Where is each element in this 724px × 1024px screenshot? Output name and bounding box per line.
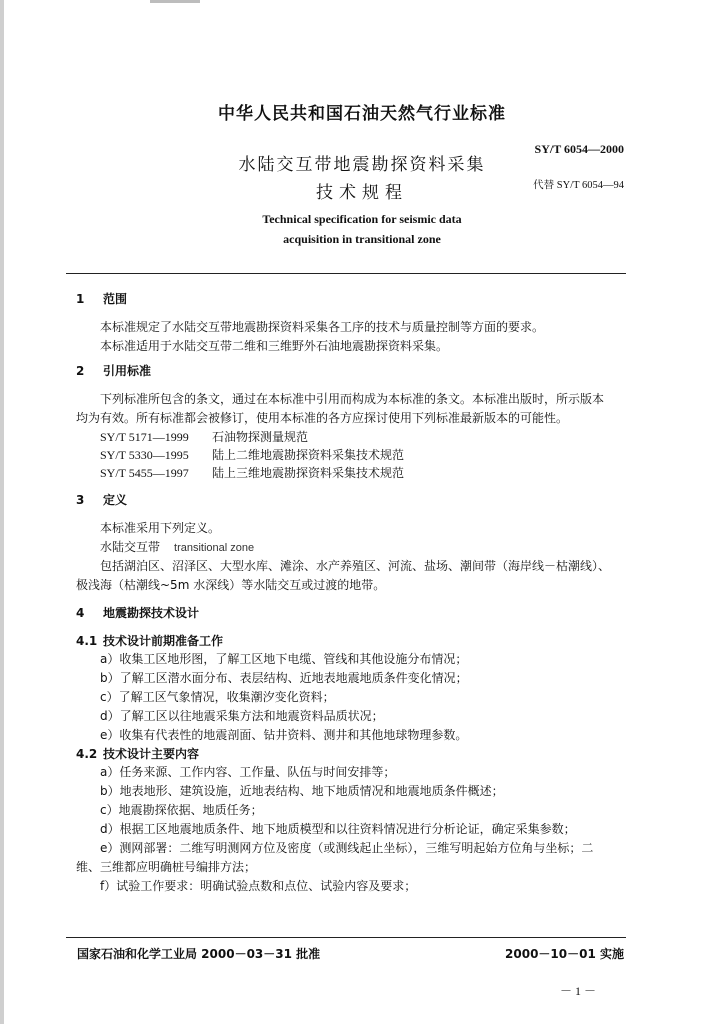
section-number: 1 <box>76 292 85 306</box>
replaces-code: 代替 SY/T 6054—94 <box>533 180 624 191</box>
section-title: 引用标准 <box>103 364 152 378</box>
doc-title-line1: 水陆交互带地震勘探资料采集 <box>238 155 486 175</box>
section-number: 4 <box>76 606 85 620</box>
paragraph: 本标准采用下列定义。 <box>100 521 221 535</box>
section-1-heading <box>76 290 628 308</box>
list-item: c）了解工区气象情况，收集潮汐变化资料； <box>100 690 335 704</box>
doc-title-line2: 技术规程 <box>316 183 408 203</box>
definition-text: 包括湖泊区、沼泽区、大型水库、滩涂、水产养殖区、河流、盐场、潮间带（海岸线－枯潮线）、 <box>100 559 611 573</box>
reference-title: 陆上二维地震勘探资料采集技术规范 <box>212 448 405 462</box>
list-item: a）收集工区地形图，了解工区地下电缆、管线和其他设施分布情况； <box>100 652 468 666</box>
reference-code: SY/T 5330—1995 <box>100 448 189 462</box>
section-number: 3 <box>76 493 85 507</box>
reference-item <box>76 446 628 464</box>
list-item-continuation: 维、三维都应明确桩号编排方法； <box>76 860 257 874</box>
reference-title: 石油物探测量规范 <box>212 430 309 444</box>
scan-mark-top <box>150 0 200 3</box>
section-number: 2 <box>76 364 85 378</box>
list-item: a）任务来源、工作内容、工作量、队伍与时间安排等； <box>100 765 396 779</box>
paragraph-continuation: 均为有效。所有标准都会被修订，使用本标准的各方应探讨使用下列标准最新版本的可能性。 <box>76 411 569 425</box>
section-title: 地震勘探技术设计 <box>103 606 200 620</box>
paragraph: 本标准适用于水陆交互带二维和三维野外石油地震勘探资料采集。 <box>100 339 449 353</box>
subsection-number: 4.2 <box>76 747 98 761</box>
reference-code: SY/T 5171—1999 <box>100 430 189 444</box>
list-item: e）收集有代表性的地震剖面、钻井资料、测井和其他地球物理参数。 <box>100 728 468 742</box>
reference-title: 陆上三维地震勘探资料采集技术规范 <box>212 466 405 480</box>
reference-item <box>76 464 628 482</box>
list-item: f）试验工作要求：明确试验点数和点位、试验内容及要求； <box>100 879 417 893</box>
list-item: b）地表地形、建筑设施，近地表结构、地下地质情况和地震地质条件概述； <box>100 784 504 798</box>
list-item: c）地震勘探依据、地质任务； <box>100 803 263 817</box>
reference-code: SY/T 5455—1997 <box>100 466 189 480</box>
paragraph: 下列标准所包含的条文，通过在本标准中引用而构成为本标准的条文。本标准出版时，所示版本 <box>100 392 605 406</box>
english-title-line2: acquisition in transitional zone <box>283 232 441 246</box>
list-item: b）了解工区潜水面分布、表层结构、近地表地震地质条件变化情况； <box>100 671 468 685</box>
document-body <box>76 290 628 896</box>
english-title-line1: Technical specification for seismic data <box>262 212 462 226</box>
header-rule <box>66 273 626 274</box>
reference-item <box>76 428 628 446</box>
section-2-heading <box>76 362 628 380</box>
subsection-title: 技术设计主要内容 <box>103 747 200 761</box>
list-item: e）测网部署：二维写明测网方位及密度（或测线起止坐标），三维写明起始方位角与坐标；二 <box>100 841 594 855</box>
section-title: 定义 <box>103 493 128 507</box>
term-chinese: 水陆交互带 <box>100 540 161 554</box>
page-number: － 1 － <box>560 984 597 998</box>
subsection-number: 4.1 <box>76 634 98 648</box>
term-english: transitional zone <box>174 542 255 554</box>
effective-date: 2000－10－01 实施 <box>505 947 624 961</box>
footer-rule <box>66 937 626 938</box>
section-4-heading <box>76 604 628 622</box>
approval-date: 国家石油和化学工业局 2000－03－31 批准 <box>77 947 321 961</box>
paragraph: 本标准规定了水陆交互带地震勘探资料采集各工序的技术与质量控制等方面的要求。 <box>100 320 545 334</box>
org-title: 中华人民共和国石油天然气行业标准 <box>218 104 506 124</box>
definition-continuation: 极浅海（枯潮线~5m 水深线）等水陆交互或过渡的地带。 <box>76 578 386 592</box>
section-3-heading <box>76 491 628 509</box>
subsection-4-1-heading <box>76 632 628 650</box>
standard-code: SY/T 6054—2000 <box>534 142 624 156</box>
list-item: d）根据工区地震地质条件、地下地质模型和以往资料情况进行分析论证，确定采集参数； <box>100 822 576 836</box>
subsection-4-2-heading <box>76 745 628 763</box>
subsection-title: 技术设计前期准备工作 <box>103 634 224 648</box>
section-title: 范围 <box>103 292 128 306</box>
list-item: d）了解工区以往地震采集方法和地震资料品质状况； <box>100 709 384 723</box>
term-definition <box>76 538 628 557</box>
